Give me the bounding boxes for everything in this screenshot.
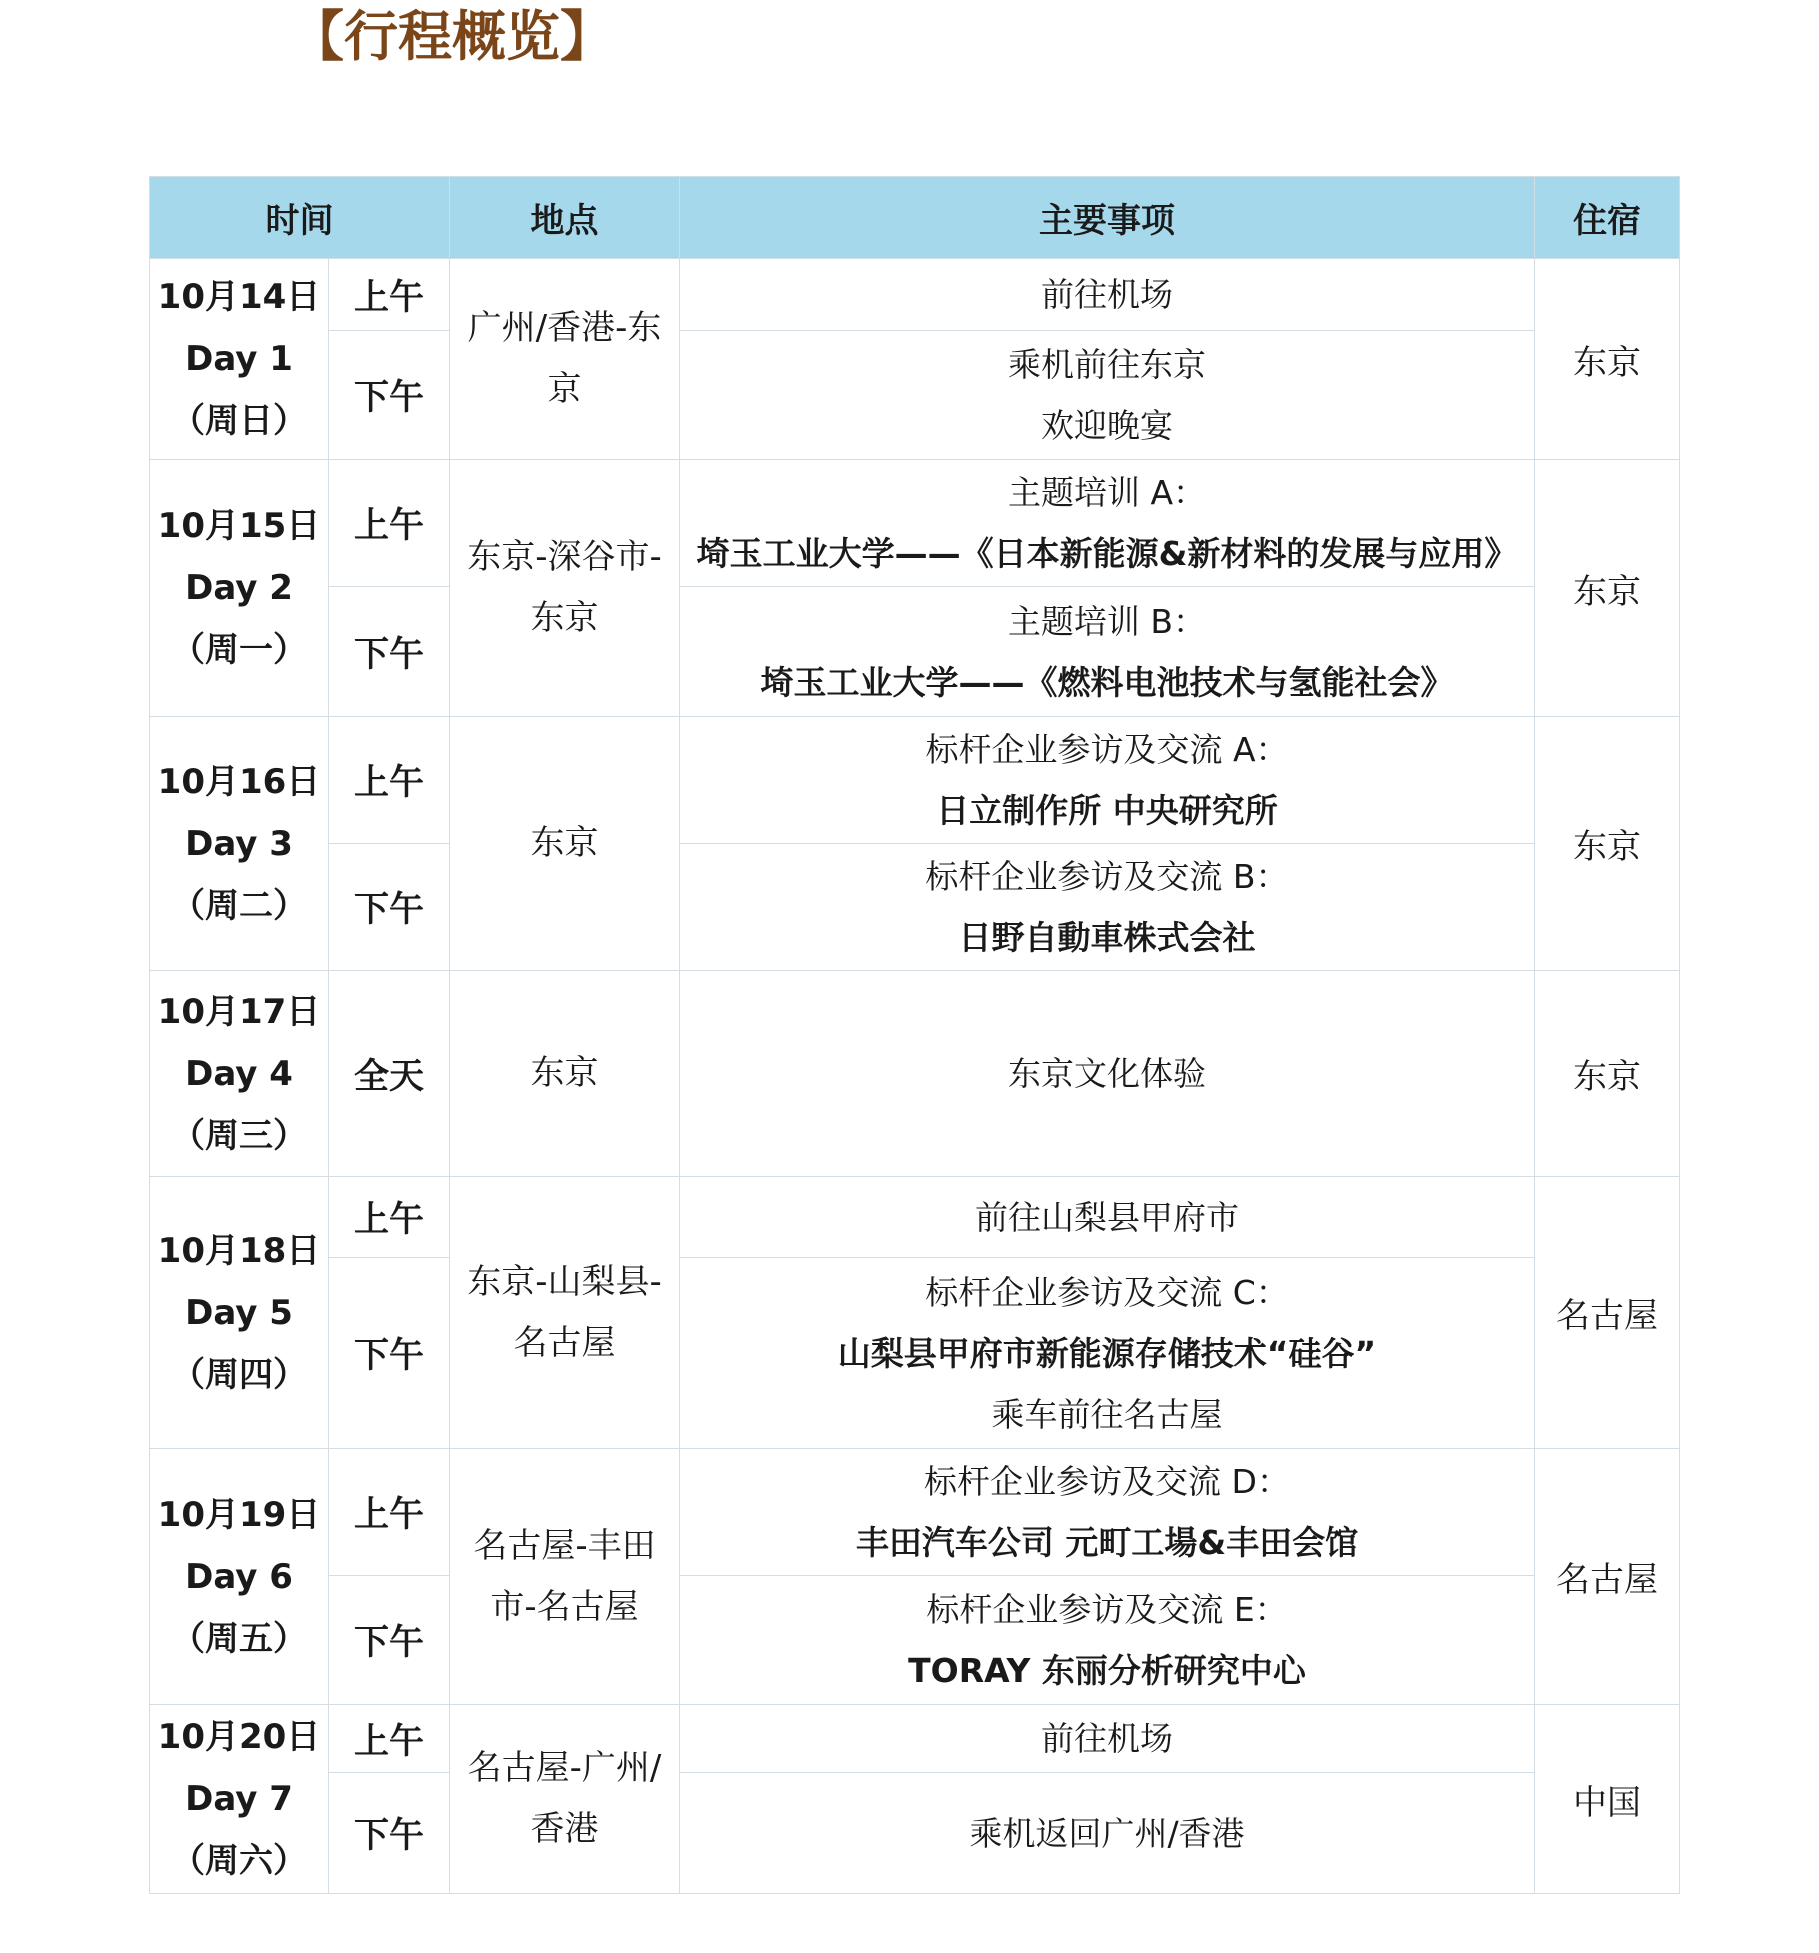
period-morning: 上午 [329,259,450,331]
table-row [150,717,1680,844]
period-morning: 上午 [329,1449,450,1576]
day-weekday: （周三） [171,1115,307,1156]
day-cell [150,1449,329,1705]
event-cell [680,971,1535,1177]
period-morning: 上午 [329,460,450,587]
day-date: 10月19日 [157,1494,321,1535]
day-cell [150,971,329,1177]
place-cell: 广州/香港-东京 [450,259,680,460]
stay-cell: 名古屋 [1535,1449,1680,1705]
event-line: 乘车前往名古屋 [991,1394,1223,1434]
day-number: Day 1 [185,339,293,379]
period-afternoon: 下午 [329,1576,450,1705]
place-cell: 名古屋-广州/香港 [450,1705,680,1894]
place-cell: 东京-深谷市-东京 [450,460,680,717]
event-cell [680,717,1535,844]
table-row [150,1258,1680,1449]
event-line: 前往山梨县甲府市 [975,1197,1239,1237]
event-line: 日野自動車株式会社 [958,918,1256,957]
table-row [150,259,1680,331]
event-line: 标杆企业参访及交流 C： [925,1272,1289,1312]
day-number: Day 6 [185,1556,293,1597]
day-number: Day 4 [185,1053,293,1094]
day-weekday: （周二） [171,885,307,926]
day-weekday: （周一） [171,630,307,670]
day-date: 10月20日 [157,1717,321,1757]
event-line: 欢迎晚宴 [1041,406,1173,445]
day-weekday: （周四） [171,1354,307,1395]
day-cell [150,1705,329,1894]
event-line: 日立制作所 中央研究所 [936,791,1278,830]
day-date: 10月15日 [157,506,321,546]
table-row [150,1449,1680,1576]
stay-cell: 中国 [1535,1705,1680,1894]
period-morning: 上午 [329,717,450,844]
place-cell: 名古屋-丰田市-名古屋 [450,1449,680,1705]
event-cell [680,1705,1535,1773]
table-row [150,1773,1680,1894]
stay-cell: 东京 [1535,717,1680,971]
event-line: TORAY 东丽分析研究中心 [908,1651,1306,1690]
event-cell [680,1449,1535,1576]
place-cell: 东京-山梨县-名古屋 [450,1177,680,1449]
event-line: 埼玉工业大学——《日本新能源&新材料的发展与应用》 [696,534,1518,573]
event-line: 乘机前往东京 [1008,345,1206,384]
event-cell [680,331,1535,460]
period-afternoon: 下午 [329,587,450,717]
period-afternoon: 下午 [329,1773,450,1894]
header-time: 时间 [150,177,450,259]
day-number: Day 7 [185,1779,293,1819]
event-cell [680,587,1535,717]
header-row [150,177,1680,259]
event-line: 主题培训 B： [1007,601,1207,641]
day-date: 10月18日 [157,1230,321,1271]
table-row [150,971,1680,1177]
day-weekday: （周六） [171,1841,307,1881]
table-row [150,587,1680,717]
header-stay: 住宿 [1535,177,1680,259]
day-date: 10月17日 [157,991,321,1032]
day-cell [150,259,329,460]
event-line: 前往机场 [1041,1719,1173,1758]
event-cell [680,1177,1535,1258]
table-row [150,1576,1680,1705]
day-weekday: （周五） [171,1618,307,1659]
event-line: 丰田汽车公司 元町工場&丰田会馆 [855,1523,1359,1562]
day-number: Day 3 [185,823,293,864]
event-line: 山梨县甲府市新能源存储技术“硅谷” [837,1333,1377,1373]
table-row [150,844,1680,971]
event-cell [680,1576,1535,1705]
event-cell [680,259,1535,331]
day-date: 10月16日 [157,761,321,802]
page-title: 【行程概览】 [290,5,614,68]
day-cell [150,1177,329,1449]
day-number: Day 2 [185,568,293,608]
event-cell [680,1773,1535,1894]
itinerary-body [150,259,1680,1894]
table-row [150,1705,1680,1773]
table-row [150,1177,1680,1258]
event-cell [680,460,1535,587]
header-place: 地点 [450,177,680,259]
event-line: 标杆企业参访及交流 E： [926,1590,1288,1629]
period-afternoon: 下午 [329,331,450,460]
event-line: 标杆企业参访及交流 D： [924,1462,1290,1501]
event-line: 标杆企业参访及交流 A： [925,730,1289,769]
period-afternoon: 下午 [329,844,450,971]
period-morning: 上午 [329,1177,450,1258]
stay-cell: 东京 [1535,460,1680,717]
event-line: 主题培训 A： [1007,473,1207,512]
header-events: 主要事项 [680,177,1535,259]
place-cell: 东京 [450,971,680,1177]
event-line: 东京文化体验 [1008,1054,1206,1093]
stay-cell: 名古屋 [1535,1177,1680,1449]
event-cell [680,1258,1535,1449]
event-line: 前往机场 [1041,275,1173,314]
stay-cell: 东京 [1535,971,1680,1177]
period-full-day: 全天 [329,971,450,1177]
place-cell: 东京 [450,717,680,971]
event-line: 埼玉工业大学——《燃料电池技术与氢能社会》 [760,662,1454,702]
period-afternoon: 下午 [329,1258,450,1449]
table-row [150,460,1680,587]
event-cell [680,844,1535,971]
table-row [150,331,1680,460]
period-morning: 上午 [329,1705,450,1773]
stay-cell: 东京 [1535,259,1680,460]
day-cell [150,460,329,717]
event-line: 乘机返回广州/香港 [969,1813,1245,1853]
itinerary-table [149,176,1680,1894]
event-line: 标杆企业参访及交流 B： [925,857,1289,896]
day-number: Day 5 [185,1292,293,1333]
day-cell [150,717,329,971]
day-weekday: （周日） [171,401,307,441]
day-date: 10月14日 [157,277,321,317]
